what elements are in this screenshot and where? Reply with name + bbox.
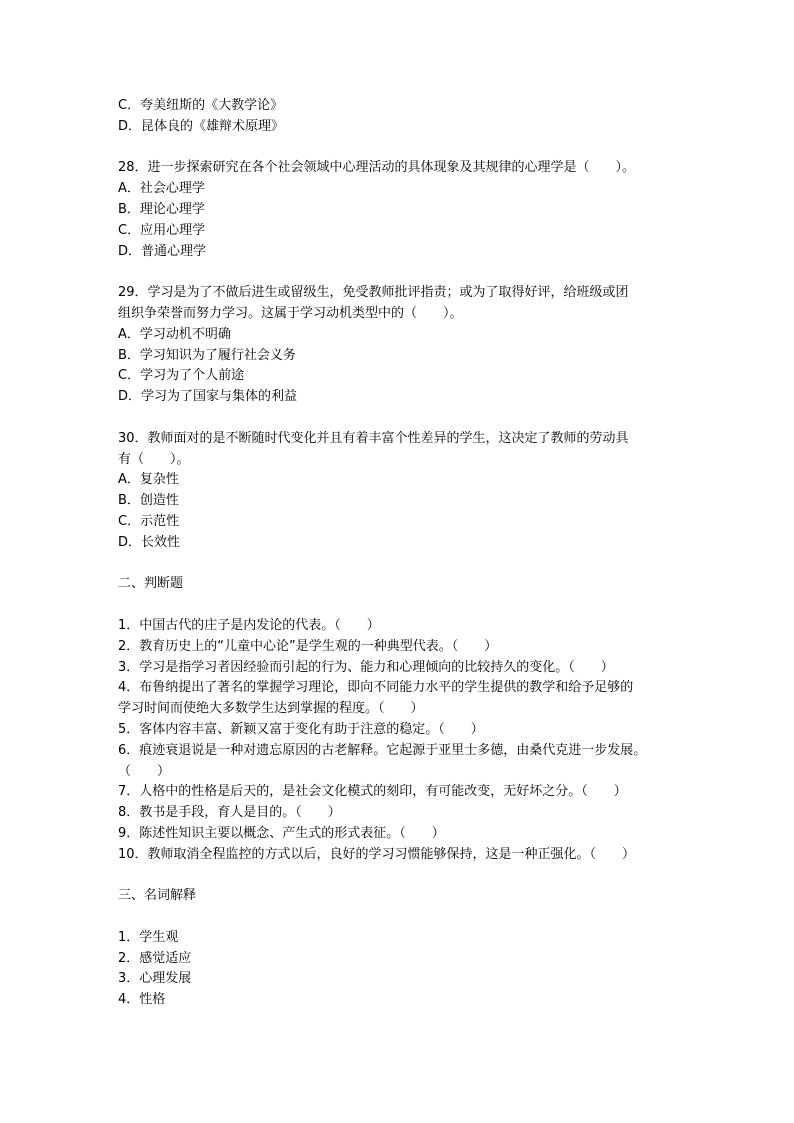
q28-option-c: C．应用心理学 bbox=[118, 222, 206, 238]
q29-option-b: B．学习知识为了履行社会义务 bbox=[118, 347, 296, 363]
term-item-2: 2．感觉适应 bbox=[118, 950, 192, 966]
judgment-item-8: 8．教书是手段，育人是目的。（ ） bbox=[118, 805, 341, 821]
judgment-item-1: 1．中国古代的庄子是内发论的代表。（ ） bbox=[118, 617, 380, 633]
q28-option-a: A．社会心理学 bbox=[118, 181, 205, 197]
term-item-4: 4．性格 bbox=[118, 992, 166, 1008]
judgment-item-4-line1: 4．布鲁纳提出了著名的掌握学习理论，即向不同能力水平的学生提供的教学和给予足够的 bbox=[118, 680, 634, 696]
q29-option-d: D．学习为了国家与集体的利益 bbox=[118, 389, 298, 405]
option-c-q27: C．夸美纽斯的《大教学论》 bbox=[118, 98, 284, 113]
q29-option-a: A．学习动机不明确 bbox=[118, 326, 231, 342]
question-28: 28．进一步探索研究在各个社会领域中心理活动的具体现象及其规律的心理学是（ ）。 bbox=[118, 160, 636, 176]
q28-option-d: D．普通心理学 bbox=[118, 243, 207, 259]
judgment-item-4-line2: 学习时间而使绝大多数学生达到掌握的程度。（ ） bbox=[118, 701, 424, 717]
term-item-3: 3．心理发展 bbox=[118, 971, 192, 987]
q30-option-c: C．示范性 bbox=[118, 513, 180, 529]
judgment-item-3: 3．学习是指学习者因经验而引起的行为、能力和心理倾向的比较持久的变化。（ ） bbox=[118, 659, 614, 675]
term-item-1: 1．学生观 bbox=[118, 929, 179, 945]
judgment-item-6-line2: （ ） bbox=[118, 763, 171, 779]
judgment-item-9: 9．陈述性知识主要以概念、产生式的形式表征。（ ） bbox=[118, 825, 445, 841]
judgment-item-7: 7．人格中的性格是后天的，是社会文化模式的刻印，有可能改变，无好坏之分。（ ） bbox=[118, 784, 627, 800]
document-page bbox=[118, 96, 688, 1011]
q29-option-c: C．学习为了个人前途 bbox=[118, 368, 245, 384]
question-29-line1: 29．学习是为了不做后进生或留级生，免受教师批评指责；或为了取得好评，给班级或团 bbox=[118, 285, 629, 301]
judgment-item-2: 2．教育历史上的“儿童中心论”是学生观的一种典型代表。（ ） bbox=[118, 638, 498, 654]
judgment-item-10: 10．教师取消全程监控的方式以后，良好的学习习惯能够保持，这是一种正强化。（ ） bbox=[118, 846, 636, 862]
section-title-terms: 三、名词解释 bbox=[118, 888, 197, 904]
q30-option-a: A．复杂性 bbox=[118, 472, 179, 488]
question-30-line2: 有（ ）。 bbox=[118, 451, 190, 467]
q30-option-d: D．长效性 bbox=[118, 534, 181, 550]
option-d-q27: D．昆体良的《雄辩术原理》 bbox=[118, 118, 285, 134]
judgment-item-5: 5．客体内容丰富、新颖又富于变化有助于注意的稳定。（ ） bbox=[118, 721, 484, 737]
section-title-judgment: 二、判断题 bbox=[118, 576, 184, 592]
q30-option-b: B．创造性 bbox=[118, 493, 179, 509]
question-30-line1: 30．教师面对的是不断随时代变化并且有着丰富个性差异的学生，这决定了教师的劳动具 bbox=[118, 430, 629, 446]
q28-option-b: B．理论心理学 bbox=[118, 201, 205, 217]
judgment-item-6-line1: 6．痕迹衰退说是一种对遗忘原因的古老解释。它起源于亚里士多德，由桑代克进一步发展。 bbox=[118, 742, 647, 758]
question-29-line2: 组织争荣誉而努力学习。这属于学习动机类型中的（ ）。 bbox=[118, 305, 463, 321]
